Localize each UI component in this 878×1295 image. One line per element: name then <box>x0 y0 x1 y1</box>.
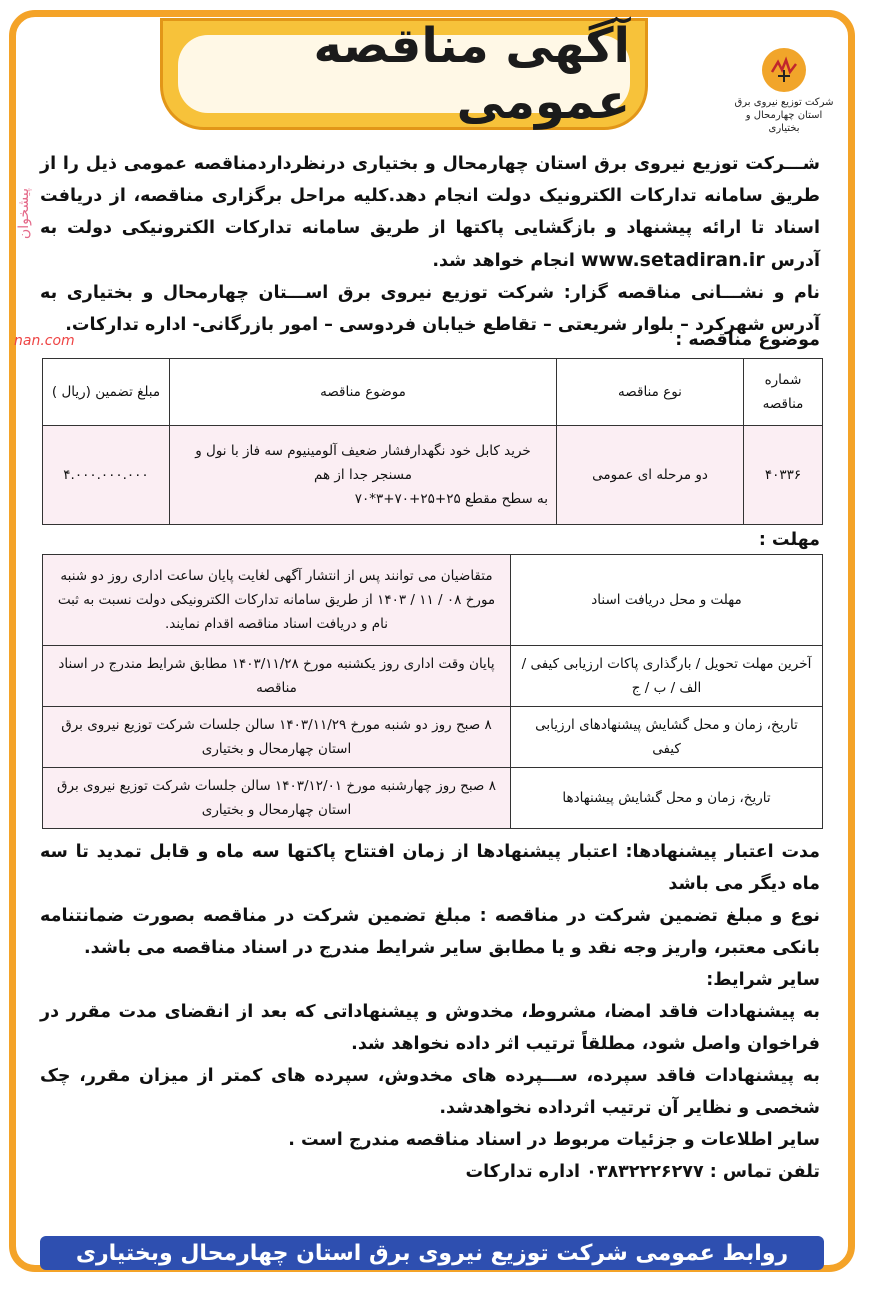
tender-table-header <box>43 359 823 426</box>
header-number: شماره مناقصه <box>744 359 823 426</box>
tender-subject <box>170 426 557 525</box>
tender-subject-line1: خرید کابل خود نگهدارفشار ضعیف آلومینیوم سه فاز با نول و مسنجر جدا از هم <box>195 443 531 483</box>
tender-type: دو مرحله ای عمومی <box>557 426 744 525</box>
deadline-row-label: تاریخ، زمان و محل گشایش پیشنهادهای ارزیابی کیفی <box>511 707 823 768</box>
deadline-row-value: ۸ صبح روز دو شنبه مورخ ۱۴۰۳/۱۱/۲۹ سالن جلسات شرکت توزیع نیروی برق استان چهارمحال و بختیاری <box>43 707 511 768</box>
subject-label: موضوع مناقصه : <box>675 330 820 350</box>
table-row <box>43 555 823 646</box>
condition-2: به پیشنهادات فاقد سپرده، ســـپرده های مخدوش، سپرده های کمتر از میزان مقرر، چک شخصی و نظایر آن ترتیب اثرداده نخواهدشد. <box>40 1066 820 1118</box>
more-info-text: سایر اطلاعات و جزئیات مربوط در اسناد مناقصه مندرج است . <box>288 1130 820 1150</box>
tender-number: ۴۰۳۳۶ <box>744 426 823 525</box>
table-row <box>43 768 823 829</box>
deadline-row-value: ۸ صبح روز چهارشنبه مورخ ۱۴۰۳/۱۲/۰۱ سالن جلسات شرکت توزیع نیروی برق استان چهارمحال و بختیاری <box>43 768 511 829</box>
guarantee-text: نوع و مبلغ تضمین شرکت در مناقصه : مبلغ تضمین شرکت در مناقصه بصورت ضمانتنامه بانکی معتبر، واریز وجه نقد و یا مطابق سایر شرایط مندرج در اسناد مناقصه می باشد. <box>40 906 820 958</box>
intro-text-2: انجام خواهد شد. <box>432 251 575 271</box>
other-conditions-label: سایر شرایط: <box>706 970 820 990</box>
deadline-row-label: مهلت و محل دریافت اسناد <box>511 555 823 646</box>
watermark-side-text: پیشخوان <box>16 188 32 240</box>
header-type: نوع مناقصه <box>557 359 744 426</box>
tender-subject-line2: به سطح مقطع ۲۵+۲۵+۷۰+۳*۷۰ <box>354 491 548 507</box>
title-banner <box>160 18 648 130</box>
table-row <box>43 646 823 707</box>
table-row <box>43 426 823 525</box>
deadline-row-value: پایان وقت اداری روز یکشنبه مورخ ۱۴۰۳/۱۱/۲۸ مطابق شرایط مندرج در اسناد مناقصه <box>43 646 511 707</box>
tenderer-address: نام و نشـــانی مناقصه گزار: شرکت توزیع نیروی برق اســـتان چهارمحال و بختیاری به آدرس شهرکرد – بلوار شریعتی – تقاطع خیابان فردوسی – امور بازرگانی- اداره تدارکات. <box>40 283 820 335</box>
power-company-logo-icon <box>762 48 806 92</box>
deadline-label: مهلت : <box>758 530 820 550</box>
intro-paragraph <box>40 148 820 341</box>
page-title: آگهی مناقصه عمومی <box>178 35 630 113</box>
deadline-table <box>42 554 823 829</box>
watermark-site-text: nan.com <box>14 333 75 349</box>
deadline-row-label: آخرین مهلت تحویل / بارگذاری پاکات ارزیابی کیفی /الف / ب / ج <box>511 646 823 707</box>
logo-caption-line2: استان چهارمحال و بختیاری <box>745 110 823 134</box>
logo-caption-line1: شرکت توزیع نیروی برق <box>734 97 834 108</box>
footer-banner: روابط عمومی شرکت توزیع نیروی برق استان چهارمحال وبختیاری <box>40 1236 824 1270</box>
conditions-section <box>40 836 820 1188</box>
company-logo <box>730 48 838 135</box>
condition-1: به پیشنهادات فاقد امضا، مشروط، مخدوش و پیشنهاداتی که بعد از انقضای مدت مقرر در فراخوان واصل شود، مطلقاً ترتیب اثر داده نخواهد شد. <box>40 1002 820 1054</box>
intro-text-1: شـــرکت توزیع نیروی برق استان چهارمحال و بختیاری درنظرداردمناقصه عمومی ذیل را از طریق سامانه تدارکات الکترونیک دولت انجام دهد.کلیه مراحل برگزاری مناقصه، از دریافت اسناد تا ارائه پیشنهاد و بازگشایی پاکتها از طریق سامانه تدارکات الکترونیکی دولت به آدرس <box>40 154 820 271</box>
header-guarantee: مبلغ تضمین (ریال ) <box>43 359 170 426</box>
header-subject: موضوع مناقصه <box>170 359 557 426</box>
guarantee-amount: ۴.۰۰۰.۰۰۰.۰۰۰ <box>43 426 170 525</box>
contact-phone: تلفن تماس : ۰۳۸۳۲۲۲۶۲۷۷ اداره تدارکات <box>465 1162 820 1182</box>
deadline-row-label: تاریخ، زمان و محل گشایش پیشنهادها <box>511 768 823 829</box>
table-row <box>43 707 823 768</box>
tender-table <box>42 358 823 525</box>
validity-text: مدت اعتبار پیشنهادها: اعتبار پیشنهادها از زمان افتتاح پاکتها سه ماه و قابل تمدید تا سه ماه دیگر می باشد <box>40 842 820 894</box>
setadiran-link[interactable]: www.setadiran.ir <box>581 249 765 271</box>
deadline-row-value: متقاضیان می توانند پس از انتشار آگهی لغایت پایان ساعت اداری روز دو شنبه مورخ ۰۸ / ۱۱ / ۱۴۰۳ از طریق سامانه تدارکات الکترونیکی دولت نسبت به ثبت نام و دریافت اسناد مناقصه اقدام نمایند. <box>43 555 511 646</box>
